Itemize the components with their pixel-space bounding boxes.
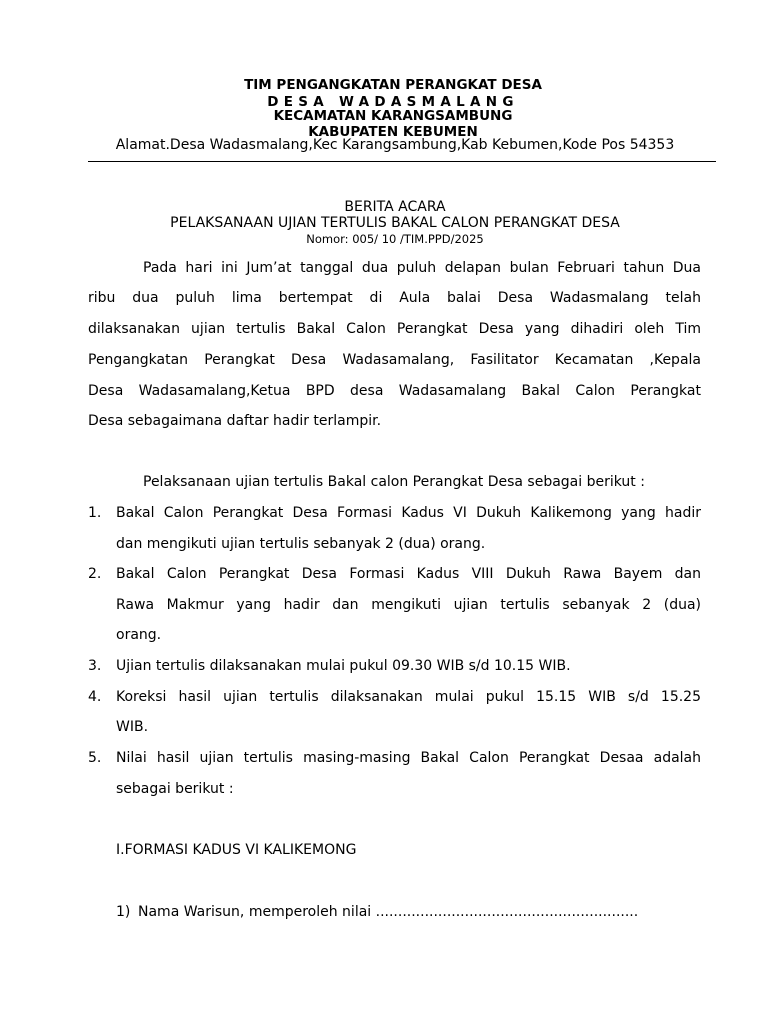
paragraph-line: dilaksanakan ujian tertulis Bakal Calon Perangkat Desa yang dihadiri oleh Tim (88, 321, 701, 337)
section-entry-text: Nama Warisun, memperoleh nilai ........................................................... (138, 904, 639, 920)
document-subheading: PELAKSANAAN UJIAN TERTULIS BAKAL CALON PERANGKAT DESA (170, 215, 620, 231)
list-item-line: Ujian tertulis dilaksanakan mulai pukul 09.30 WIB s/d 10.15 WIB. (116, 658, 571, 674)
list-item-line: dan mengikuti ujian tertulis sebanyak 2 (dua) orang. (116, 536, 486, 552)
list-item-line: sebagai berikut : (116, 781, 234, 797)
list-item-number: 4. (88, 689, 102, 705)
list-item-line: Koreksi hasil ujian tertulis dilaksanakan mulai pukul 15.15 WIB s/d 15.25 (116, 689, 701, 705)
paragraph-line: Pengangkatan Perangkat Desa Wadasamalang, Fasilitator Kecamatan ,Kepala (88, 352, 701, 368)
list-item-line: WIB. (116, 719, 149, 735)
paragraph-line: Desa sebagaimana daftar hadir terlampir. (88, 413, 382, 429)
paragraph-line: ribu dua puluh lima bertempat di Aula balai Desa Wadasmalang telah (88, 290, 701, 306)
letterhead-regency: KABUPATEN KEBUMEN (308, 124, 478, 140)
letterhead-village: DESA WADASMALANG (267, 94, 519, 110)
list-item-number: 3. (88, 658, 102, 674)
letterhead-team-name: TIM PENGANGKATAN PERANGKAT DESA (244, 77, 542, 93)
list-item-number: 1. (88, 505, 102, 521)
list-item-line: orang. (116, 627, 162, 643)
list-item-line: Nilai hasil ujian tertulis masing-masing Bakal Calon Perangkat Desaa adalah (116, 750, 701, 766)
list-item-line: Bakal Calon Perangkat Desa Formasi Kadus VI Dukuh Kalikemong yang hadir (116, 505, 701, 521)
list-item-number: 5. (88, 750, 102, 766)
header-divider (88, 161, 716, 162)
document-number: Nomor: 005/ 10 /TIM.PPD/2025 (306, 232, 484, 246)
list-item-number: 2. (88, 566, 102, 582)
section-heading: I.FORMASI KADUS VI KALIKEMONG (116, 842, 357, 858)
list-item-line: Rawa Makmur yang hadir dan mengikuti ujian tertulis sebanyak 2 (dua) (116, 597, 701, 613)
section-entry-number: 1) (116, 904, 131, 920)
document-heading: BERITA ACARA (344, 199, 446, 215)
list-intro: Pelaksanaan ujian tertulis Bakal calon Perangkat Desa sebagai berikut : (143, 474, 645, 490)
paragraph-line: Desa Wadasamalang,Ketua BPD desa Wadasamalang Bakal Calon Perangkat (88, 383, 701, 399)
list-item-line: Bakal Calon Perangkat Desa Formasi Kadus VIII Dukuh Rawa Bayem dan (116, 566, 701, 582)
letterhead-district: KECAMATAN KARANGSAMBUNG (273, 108, 513, 124)
letterhead-address: Alamat.Desa Wadasmalang,Kec Karangsambung,Kab Kebumen,Kode Pos 54353 (115, 137, 675, 153)
paragraph-line: Pada hari ini Jum’at tanggal dua puluh delapan bulan Februari tahun Dua (143, 260, 701, 276)
